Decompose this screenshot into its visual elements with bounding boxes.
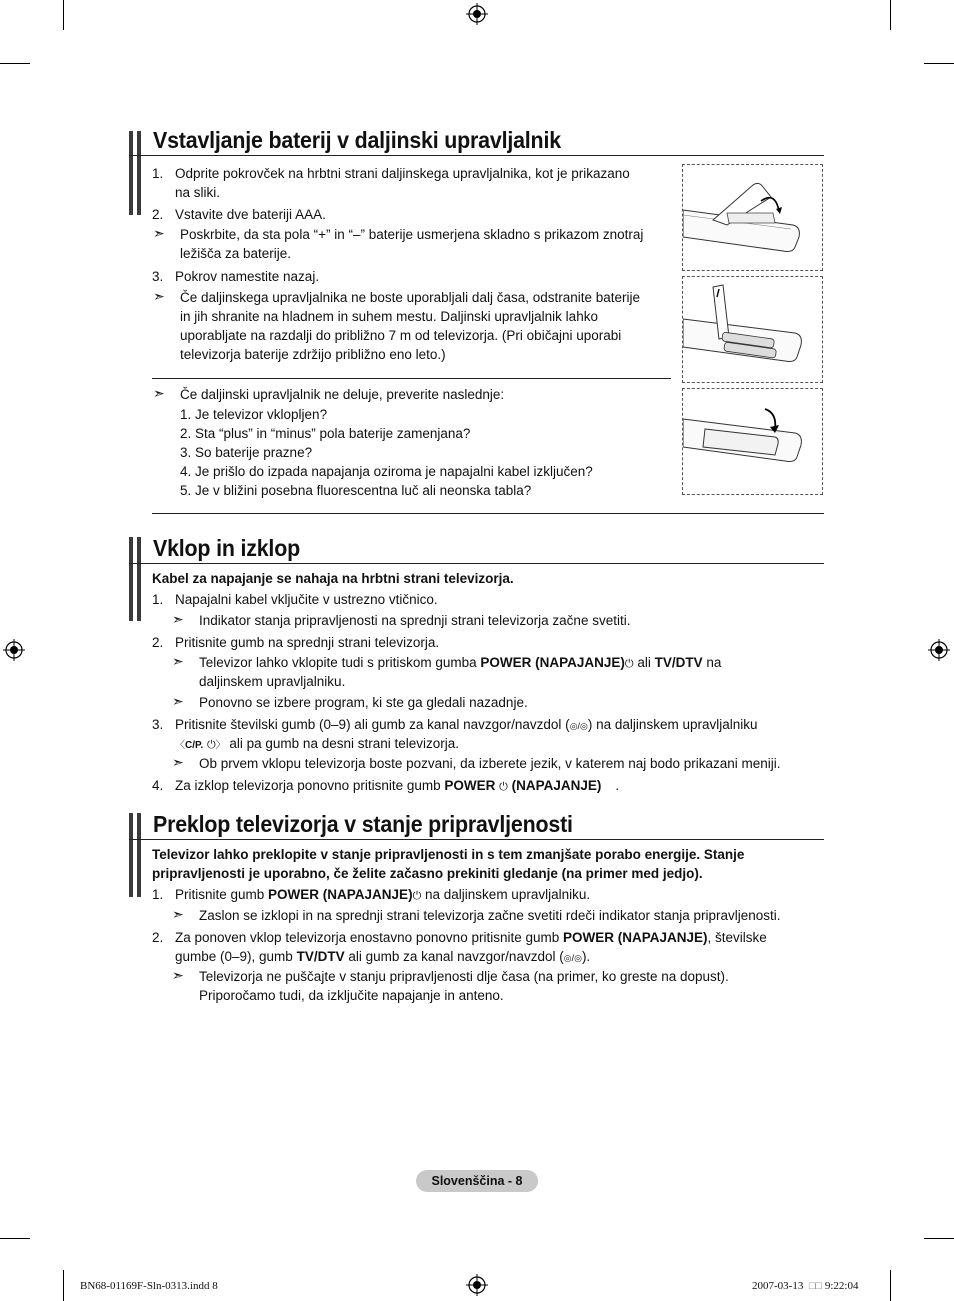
step-number: 4. xyxy=(152,778,164,793)
divider xyxy=(152,378,671,379)
step-text: Pokrov namestite nazaj. xyxy=(175,269,320,284)
note-text: Če daljinski upravljalnik ne deluje, preverite naslednje: xyxy=(180,387,505,402)
title-rule xyxy=(129,563,824,564)
note-arrow-icon: ➣ xyxy=(153,385,165,401)
note-text: Priporočamo tudi, da izključite napajanje in anteno. xyxy=(199,988,504,1003)
registration-mark-icon xyxy=(3,639,25,661)
registration-mark-icon xyxy=(928,639,950,661)
crop-mark xyxy=(924,63,954,64)
power-icon: ⏻ xyxy=(499,781,508,793)
crop-mark xyxy=(63,0,64,30)
remote-close-cover-illustration xyxy=(682,388,823,495)
note-text: televizorja baterije zdržijo približno eno leto.) xyxy=(180,347,446,362)
step-number: 3. xyxy=(152,269,164,284)
section-accent-bar xyxy=(129,537,133,621)
note-text: Zaslon se izklopi in na sprednji strani televizorja začne svetiti rdeči indikator stanja pripravljenosti. xyxy=(199,908,781,923)
step-number: 2. xyxy=(152,207,164,222)
step-text: 〈C/P. ⏻〉 ali pa gumb na desni strani televizorja. xyxy=(175,736,460,751)
section-accent-bar xyxy=(137,537,141,621)
note-arrow-icon: ➣ xyxy=(172,754,184,770)
step-number: 2. xyxy=(152,635,164,650)
crop-mark xyxy=(890,0,891,30)
note-text: Ponovno se izbere program, ki ste ga gledali nazadnje. xyxy=(199,695,528,710)
step-text: Za ponoven vklop televizorja enostavno ponovno pritisnite gumb POWER (NAPAJANJE), številske xyxy=(175,930,767,945)
section-title: Vklop in izklop xyxy=(153,535,300,561)
intro-text: pripravljenosti je uporabno, če želite začasno prekiniti gledanje (na primer med jedjo). xyxy=(152,866,703,881)
step-text: Odprite pokrovček na hrbtni strani daljinskega upravljalnika, kot je prikazano xyxy=(175,166,630,181)
note-arrow-icon: ➣ xyxy=(153,288,165,304)
section-accent-bar xyxy=(137,131,141,215)
divider xyxy=(152,513,824,514)
note-text: Televizorja ne puščajte v stanju pripravljenosti dlje časa (na primer, ko greste na dopust). xyxy=(199,969,729,984)
check-item: 4. Je prišlo do izpada napajanja oziroma je napajalni kabel izključen? xyxy=(180,464,593,479)
section-accent-bar xyxy=(137,813,141,897)
registration-mark-icon xyxy=(466,3,488,25)
file-name: BN68-01169F-Sln-0313.indd 8 xyxy=(80,1280,218,1292)
section-accent-bar xyxy=(129,813,133,897)
note-text: Ob prvem vklopu televizorja boste pozvani, da izberete jezik, v katerem naj bodo prikazani meniji. xyxy=(199,756,781,771)
step-number: 1. xyxy=(152,166,164,181)
step-text: Pritisnite gumb POWER (NAPAJANJE)⏻ na daljinskem upravljalniku. xyxy=(175,887,591,902)
channel-updown-icon: ◎/◎ xyxy=(563,953,582,963)
print-date: 2007-03-13 □□ 9:22:04 xyxy=(752,1280,859,1292)
note-arrow-icon: ➣ xyxy=(172,693,184,709)
power-icon: ⏻ xyxy=(412,890,422,902)
chevron-right-icon: 〉 xyxy=(215,740,226,751)
step-text: Pritisnite gumb na sprednji strani televizorja. xyxy=(175,635,440,650)
step-text: na sliki. xyxy=(175,185,221,200)
note-text: ležišča za baterije. xyxy=(180,246,292,261)
note-arrow-icon: ➣ xyxy=(172,906,184,922)
note-text: uporabljate na razdalji do približno 7 m od televizorja. (Pri običajni uporabi xyxy=(180,328,622,343)
title-rule xyxy=(129,839,824,840)
step-text: gumbe (0–9), gumb TV/DTV ali gumb za kanal navzgor/navzdol (◎/◎). xyxy=(175,949,591,964)
power-icon: ⏻ xyxy=(624,658,634,670)
crop-mark xyxy=(0,1238,30,1239)
step-number: 1. xyxy=(152,592,164,607)
channel-updown-icon: ◎/◎ xyxy=(569,721,588,731)
section-accent-bar xyxy=(129,131,133,215)
note-arrow-icon: ➣ xyxy=(172,653,184,669)
note-text: daljinskem upravljalniku. xyxy=(199,674,346,689)
step-number: 2. xyxy=(152,930,164,945)
note-text: Poskrbite, da sta pola “+” in “–” baterije usmerjena skladno s prikazom znotraj xyxy=(180,227,644,242)
crop-mark xyxy=(0,63,30,64)
step-text: Vstavite dve bateriji AAA. xyxy=(175,207,326,222)
crop-mark xyxy=(890,1270,891,1301)
intro-text: Kabel za napajanje se nahaja na hrbtni strani televizorja. xyxy=(152,571,514,586)
section-title: Preklop televizorja v stanje pripravljenosti xyxy=(153,811,573,837)
remote-insert-batteries-illustration xyxy=(682,276,823,383)
step-number: 3. xyxy=(152,717,164,732)
step-text: Pritisnite številski gumb (0–9) ali gumb za kanal navzgor/navzdol (◎/◎) na daljinskem upravljalniku xyxy=(175,717,758,732)
remote-open-cover-illustration xyxy=(682,164,823,271)
crop-mark xyxy=(63,1270,64,1301)
check-item: 5. Je v bližini posebna fluorescentna luč ali neonska tabla? xyxy=(180,483,532,498)
check-item: 3. So baterije prazne? xyxy=(180,445,313,460)
note-text: Če daljinskega upravljalnika ne boste uporabljali dalj časa, odstranite baterije xyxy=(180,290,641,305)
note-text: in jih shranite na hladnem in suhem mestu. Daljinski upravljalnik lahko xyxy=(180,309,598,324)
step-text: Za izklop televizorja ponovno pritisnite gumb POWER ⏻ (NAPAJANJE) . xyxy=(175,778,620,793)
page-number-badge: Slovenščina - 8 xyxy=(416,1170,538,1192)
note-text: Televizor lahko vklopite tudi s pritiskom gumba POWER (NAPAJANJE)⏻ ali TV/DTV na xyxy=(199,655,722,670)
chevron-left-icon: 〈 xyxy=(175,740,185,751)
crop-mark xyxy=(924,1238,954,1239)
note-arrow-icon: ➣ xyxy=(172,611,184,627)
note-arrow-icon: ➣ xyxy=(153,225,165,241)
step-text: Napajalni kabel vključite v ustrezno vtičnico. xyxy=(175,592,438,607)
intro-text: Televizor lahko preklopite v stanje pripravljenosti in s tem zmanjšate porabo energije. Stanje xyxy=(152,847,745,862)
note-text: Indikator stanja pripravljenosti na sprednji strani televizorja začne svetiti. xyxy=(199,613,631,628)
check-item: 1. Je televizor vklopljen? xyxy=(180,407,328,422)
step-number: 1. xyxy=(152,887,164,902)
registration-mark-icon xyxy=(466,1274,488,1296)
check-item: 2. Sta “plus” in “minus” pola baterije zamenjana? xyxy=(180,426,471,441)
power-icon: ⏻ xyxy=(206,739,216,751)
note-arrow-icon: ➣ xyxy=(172,967,184,983)
title-rule xyxy=(129,155,824,156)
section-title: Vstavljanje baterij v daljinski upravljalnik xyxy=(153,127,561,153)
